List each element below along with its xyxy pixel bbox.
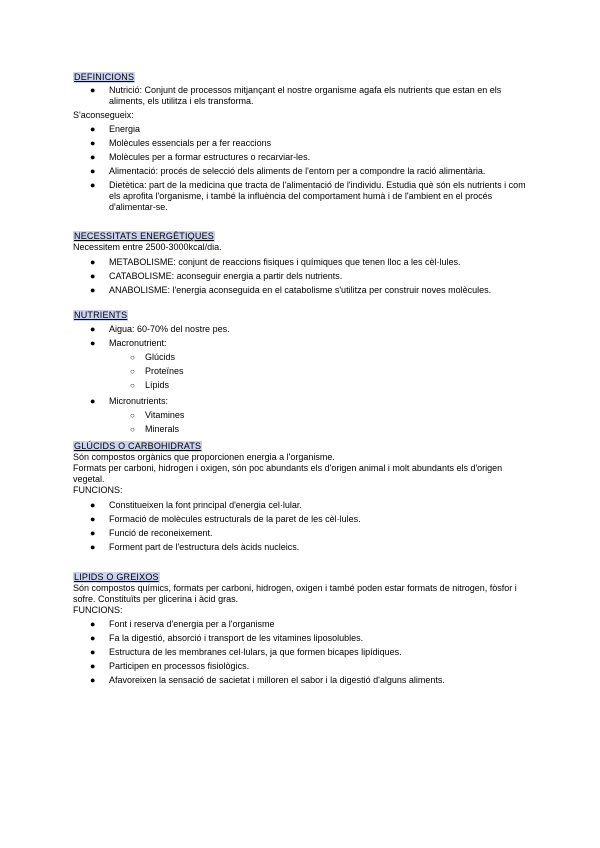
- bullet-icon: ●: [90, 528, 96, 538]
- circle-bullet-icon: ○: [130, 381, 135, 390]
- bullet-icon: ●: [90, 633, 96, 643]
- section-heading-necessitats: NECESSITATS ENERGÈTIQUES: [74, 231, 214, 241]
- circle-bullet-icon: ○: [130, 367, 135, 376]
- section-necessitats: [73, 231, 528, 299]
- list-item: ● Molècules per a formar estructures o recarviar-les.: [90, 152, 311, 162]
- lipids-funcions-label: FUNCIONS:: [73, 605, 123, 615]
- section-heading-nutrients: NUTRIENTS: [74, 310, 128, 320]
- bullet-icon: ●: [90, 675, 96, 685]
- list-item: ● METABOLISME: conjunt de reaccions fisiques i químiques que tenen lloc a les cèl·lules.: [90, 257, 461, 267]
- list-item: ● Constitueixen la font principal d'energia cel·lular.: [90, 500, 302, 510]
- bullet-icon: ●: [90, 180, 96, 190]
- sub-list-item: ○ Lípids: [130, 380, 170, 390]
- section-heading-glucids: GLÚCIDS O CARBOHIDRATS: [74, 441, 202, 451]
- list-item: ● Alimentació: procés de selecció dels aliments de l'entorn per a compondre la ració alimentària.: [90, 166, 486, 176]
- circle-bullet-icon: ○: [130, 353, 135, 362]
- list-item: ● ANABOLISME: l'energia aconseguida en el catabolisme s'utilitza per construir noves molècules.: [90, 285, 492, 295]
- list-item: ● Funció de reconeixement.: [90, 528, 213, 538]
- list-item: ● Molècules essencials per a fer reaccions: [90, 138, 272, 148]
- bullet-icon: ●: [90, 324, 96, 334]
- list-item: ● Formació de molècules estructurals de la paret de les cèl·lules.: [90, 514, 361, 524]
- bullet-icon: ●: [90, 138, 96, 148]
- section-definicions: [73, 72, 528, 216]
- bullet-icon: ●: [90, 85, 96, 95]
- section-heading-definicions: DEFINICIONS: [74, 72, 135, 82]
- circle-bullet-icon: ○: [130, 411, 135, 420]
- sub-list-item: ○ Minerals: [130, 424, 180, 434]
- bullet-icon: ●: [90, 542, 96, 552]
- bullet-icon: ●: [90, 124, 96, 134]
- list-item: ● Afavoreixen la sensació de sacietat i milloren el sabor i la digestió d'alguns aliments.: [90, 675, 445, 685]
- sub-list-item: ○ Vitamines: [130, 410, 185, 420]
- bullet-icon: ●: [90, 661, 96, 671]
- list-item: ● Micronutrients: ○ Vitamines ○ Minerals: [73, 396, 528, 435]
- bullet-icon: ●: [90, 257, 96, 267]
- list-item: ● Fa la digestió, absorció i transport de les vitamines liposolubles.: [90, 633, 364, 643]
- list-item: ● CATABOLISME: aconseguir energia a partir dels nutrients.: [90, 271, 343, 281]
- bullet-icon: ●: [90, 271, 96, 281]
- bullet-icon: ●: [90, 514, 96, 524]
- section-heading-lipids: LIPIDS O GREIXOS: [74, 572, 159, 582]
- list-item: ● Nutrició: Conjunt de processos mitjançant el nostre organisme agafa els nutrients que estan en els aliments, els utilitza i els transforma.: [90, 85, 502, 106]
- bullet-icon: ●: [90, 500, 96, 510]
- list-item: ● Aigua: 60-70% del nostre pes.: [90, 324, 230, 334]
- section-nutrients: [73, 310, 528, 438]
- section-glucids: [73, 441, 528, 556]
- list-item: ● Macronutrient: ○ Glúcids ○ Proteïnes ○ Lípids: [73, 338, 528, 391]
- list-item: ● Estructura de les membranes cel·lulars, ja que formen bicapes lipídiques.: [90, 647, 402, 657]
- sub-list-item: ○ Glúcids: [130, 352, 176, 362]
- bullet-icon: ●: [90, 338, 96, 348]
- sub-list-item: ○ Proteïnes: [130, 366, 184, 376]
- lipids-line1: Són compostos químics, formats per carboni, hidrogen, oxigen i també poden estar formats de nitrogen, fòsfor i sofre. Constituïts per glicerina i àcid gras.: [73, 583, 517, 604]
- glucids-line2: Formats per carboni, hidrogen i oxigen, són poc abundants els d'origen animal i molt abundants els d'origen vegetal.: [73, 463, 503, 484]
- glucids-funcions-label: FUNCIONS:: [73, 485, 123, 495]
- circle-bullet-icon: ○: [130, 425, 135, 434]
- necessitats-intro: Necessitem entre 2500-3000kcal/dia.: [73, 242, 222, 252]
- bullet-icon: ●: [90, 396, 96, 406]
- bullet-icon: ●: [90, 152, 96, 162]
- list-item: ● Energia: [90, 124, 141, 134]
- bullet-icon: ●: [90, 285, 96, 295]
- aconsegueix-label: S'aconsegueix:: [73, 110, 134, 120]
- glucids-line1: Són compostos orgànics que proporcionen energia a l'organisme.: [73, 452, 335, 462]
- list-item: ● Font i reserva d'energia per a l'organisme: [90, 619, 275, 629]
- list-item: ● Forment part de l'estructura dels àcids nucleics.: [90, 542, 300, 552]
- list-item: ● Participen en processos fisiològics.: [90, 661, 250, 671]
- section-lipids: [73, 572, 528, 689]
- bullet-icon: ●: [90, 619, 96, 629]
- list-item: ● Dietètica: part de la medicina que tracta de l'alimentació de l'individu. Estudia què són els nutrients i com els aprofita l'organisme, i també la influència del comportament humà i de l'ambient en el procés d'alimentar-se.: [90, 180, 526, 212]
- bullet-icon: ●: [90, 166, 96, 176]
- bullet-icon: ●: [90, 647, 96, 657]
